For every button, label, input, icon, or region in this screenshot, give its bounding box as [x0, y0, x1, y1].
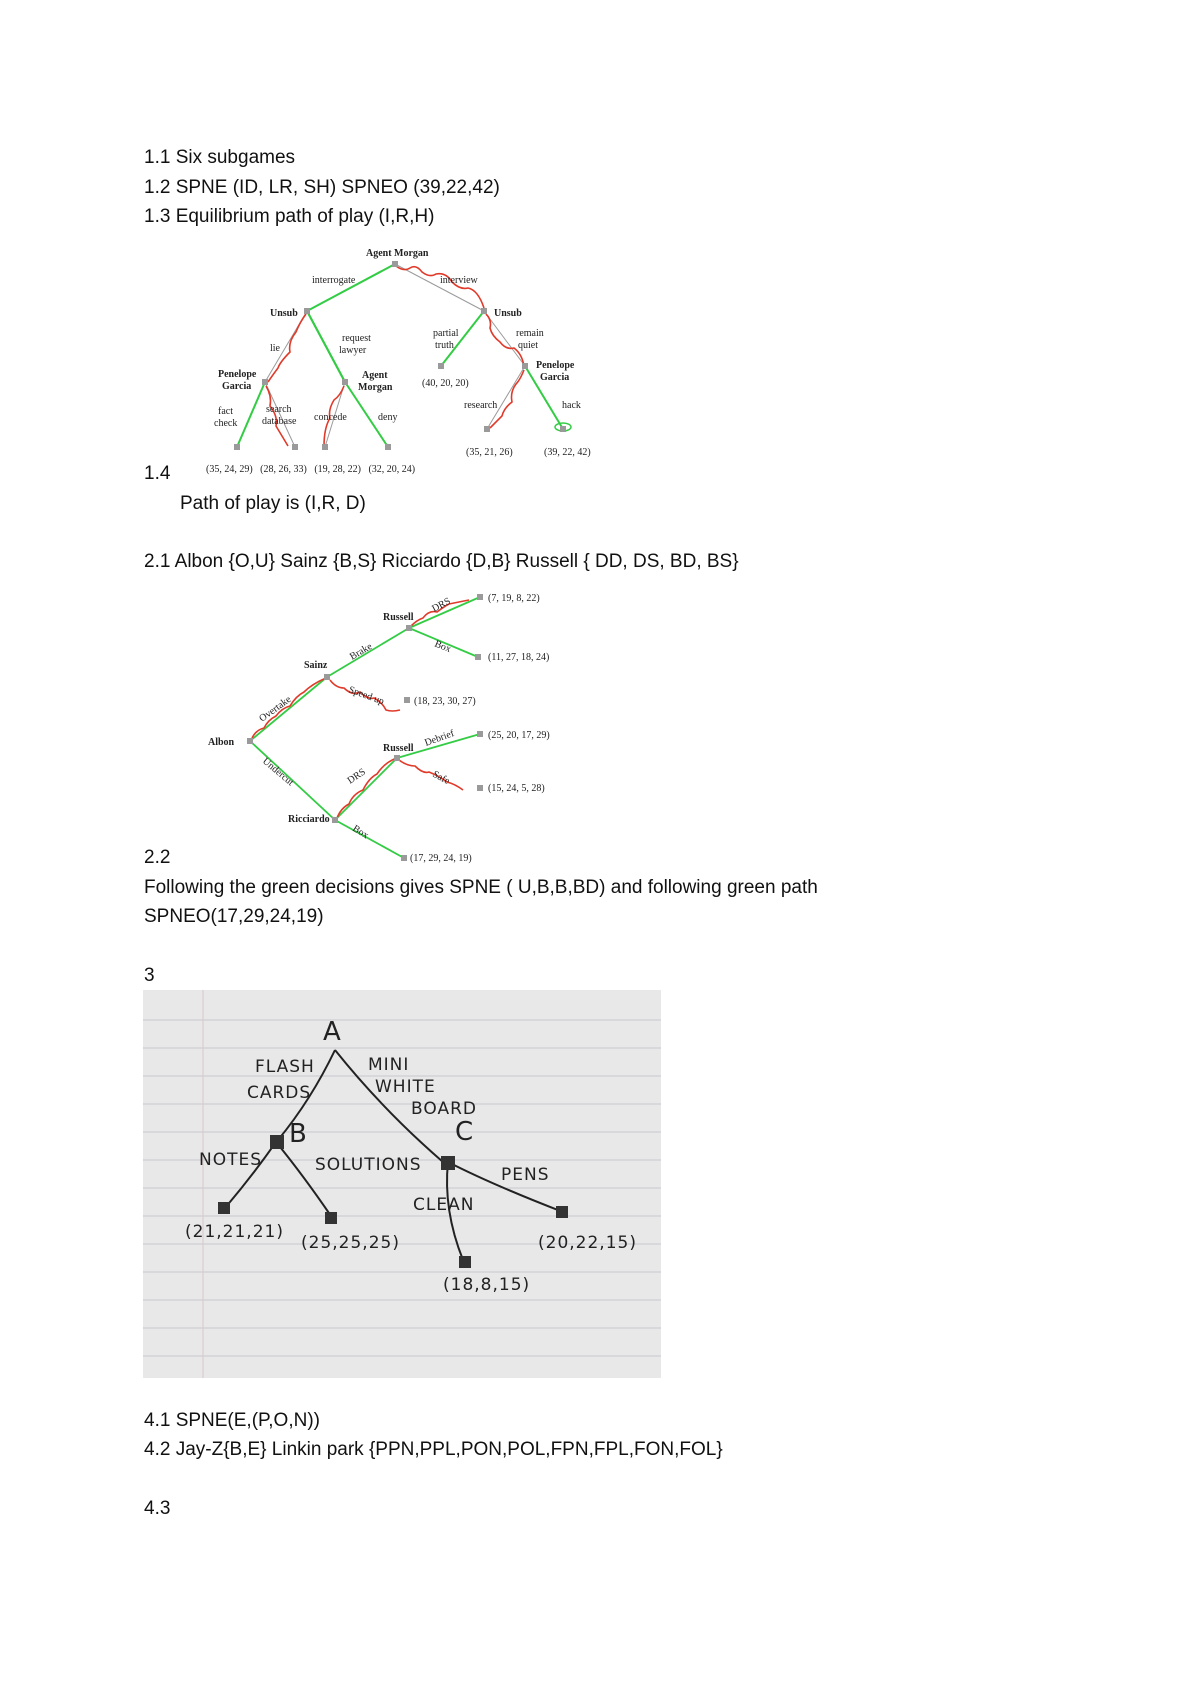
- tree1-root-label: Agent Morgan: [366, 248, 429, 259]
- tree1-interrogate-label: interrogate: [312, 275, 356, 286]
- hand-node-b: B: [289, 1119, 307, 1149]
- tree2-sainz-label: Sainz: [304, 660, 328, 671]
- tree1-partial-label: partial: [433, 328, 459, 339]
- tree2-payoff-6: (17, 29, 24, 19): [410, 853, 472, 864]
- tree2-payoff-3: (18, 23, 30, 27): [414, 696, 476, 707]
- tree2-payoff-5: (15, 24, 5, 28): [488, 783, 545, 794]
- tree1-payoff-research: (35, 21, 26): [466, 447, 513, 458]
- tree2-undercut-label: Undercut: [260, 755, 296, 789]
- tree1-garcia-left-label: Garcia: [222, 381, 252, 392]
- hand-board-label: BOARD: [411, 1099, 477, 1119]
- tree1-quiet-label: quiet: [518, 340, 538, 351]
- hand-payoff-solutions: (25,25,25): [301, 1233, 400, 1253]
- tree1-payoff-partial: (40, 20, 20): [422, 378, 469, 389]
- answer-4-1: 4.1 SPNE(E,(P,O,N)): [144, 1410, 320, 1431]
- answer-1-2: 1.2 SPNE (ID, LR, SH) SPNEO (39,22,42): [144, 177, 500, 198]
- tree2-payoff-1: (7, 19, 8, 22): [488, 593, 540, 604]
- tree2-safe-label: Safe: [430, 768, 452, 787]
- tree1-request-label: request: [342, 333, 371, 344]
- tree2-overtake-label: Overtake: [257, 693, 294, 725]
- tree1-database-label: database: [262, 416, 297, 427]
- tree1-garcia-right-label: Garcia: [540, 372, 570, 383]
- tree1-lawyer-label: lawyer: [339, 345, 367, 356]
- tree2-payoff-4: (25, 20, 17, 29): [488, 730, 550, 741]
- tree1-payoff-hack: (39, 22, 42): [544, 447, 591, 458]
- hand-mini-label: MINI: [368, 1055, 410, 1075]
- tree1-penelope-right-label: Penelope: [536, 360, 575, 371]
- tree1-payoffs-bottom: (35, 24, 29) (28, 26, 33) (19, 28, 22) (32, 20, 24): [206, 464, 416, 475]
- tree2-debrief-label: Debrief: [423, 728, 456, 749]
- tree1-agent-label: Agent: [362, 370, 388, 381]
- hand-flash-label: FLASH: [255, 1057, 315, 1077]
- tree1-remain-label: remain: [516, 328, 544, 339]
- tree2-russell-top-label: Russell: [383, 612, 414, 623]
- handwritten-tree-photo: [143, 990, 661, 1378]
- tree1-truth-label: truth: [435, 340, 454, 351]
- answer-1-4-path: Path of play is (I,R, D): [180, 493, 366, 514]
- tree2-box-top-label: Box: [432, 638, 453, 656]
- tree1-concede-label: concede: [314, 412, 347, 423]
- hand-solutions-label: SOLUTIONS: [315, 1155, 422, 1175]
- tree2-russell-mid-label: Russell: [383, 743, 414, 754]
- hand-notes-label: NOTES: [199, 1150, 263, 1170]
- tree1-hack-label: hack: [562, 400, 581, 411]
- tree1-lie-label: lie: [270, 343, 280, 354]
- answer-2-2-spne: Following the green decisions gives SPNE ( U,B,B,BD) and following green path: [144, 877, 818, 898]
- answer-3: 3: [144, 965, 155, 986]
- tree1-search-label: search: [266, 404, 292, 415]
- hand-white-label: WHITE: [375, 1077, 436, 1097]
- answer-2-2: 2.2: [144, 847, 171, 868]
- hand-payoff-notes: (21,21,21): [185, 1222, 284, 1242]
- tree1-unsub-right-label: Unsub: [494, 308, 522, 319]
- tree2-box-bottom-label: Box: [350, 823, 371, 842]
- tree1-penelope-left-label: Penelope: [218, 369, 257, 380]
- tree1-research-label: research: [464, 400, 498, 411]
- tree2-ricciardo-label: Ricciardo: [288, 814, 330, 825]
- tree1-deny-label: deny: [378, 412, 398, 423]
- tree2-albon-label: Albon: [208, 737, 235, 748]
- answer-1-3: 1.3 Equilibrium path of play (I,R,H): [144, 206, 435, 227]
- tree1-interview-label: interview: [440, 275, 478, 286]
- tree2-brake-label: Brake: [348, 641, 375, 663]
- tree1-fact-label: fact: [218, 406, 233, 417]
- tree1-morgan-label: Morgan: [358, 382, 393, 393]
- tree2-drs-top-label: DRS: [430, 595, 453, 615]
- answer-2-2-spneo: SPNEO(17,29,24,19): [144, 906, 324, 927]
- tree1-check-label: check: [214, 418, 238, 429]
- hand-pens-label: PENS: [501, 1165, 550, 1185]
- tree2-speed-up-label: Speed up: [346, 684, 386, 708]
- hand-node-c: C: [455, 1117, 474, 1147]
- tree1-unsub-left-label: Unsub: [270, 308, 298, 319]
- hand-node-a: A: [323, 1017, 341, 1047]
- answer-4-2: 4.2 Jay-Z{B,E} Linkin park {PPN,PPL,PON,POL,FPN,FPL,FON,FOL}: [144, 1439, 723, 1460]
- tree2-drs-mid-label: DRS: [345, 766, 368, 787]
- answer-4-3: 4.3: [144, 1498, 171, 1519]
- hand-clean-label: CLEAN: [413, 1195, 475, 1215]
- tree2-payoff-2: (11, 27, 18, 24): [488, 652, 550, 663]
- hand-payoff-pens: (20,22,15): [538, 1233, 637, 1253]
- answer-1-1: 1.1 Six subgames: [144, 147, 296, 168]
- hand-cards-label: CARDS: [247, 1083, 312, 1103]
- answer-2-1: 2.1 Albon {O,U} Sainz {B,S} Ricciardo {D,B} Russell { DD, DS, BD, BS}: [144, 551, 739, 572]
- answer-1-4: 1.4: [144, 463, 171, 484]
- hand-payoff-clean: (18,8,15): [443, 1275, 531, 1295]
